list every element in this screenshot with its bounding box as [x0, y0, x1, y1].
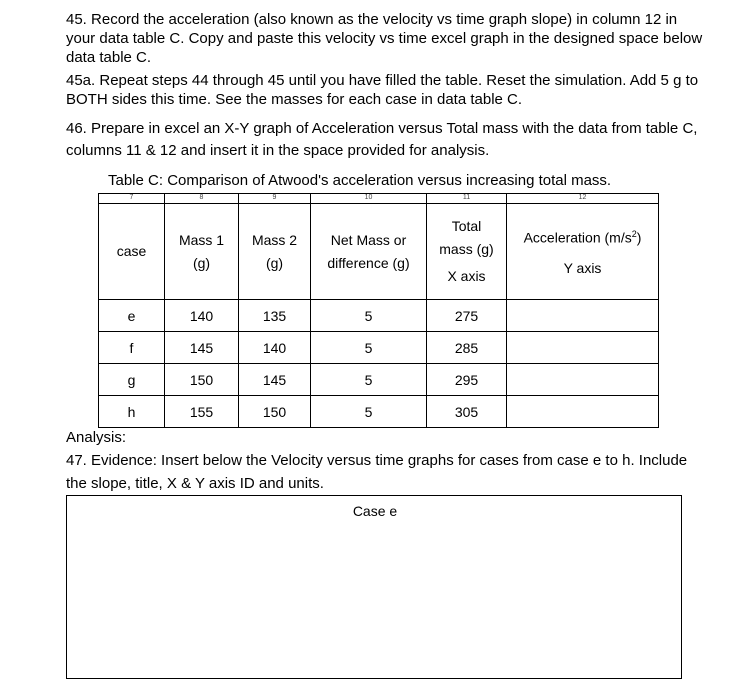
cell-total: 275: [427, 300, 507, 332]
cell-acceleration[interactable]: [507, 364, 659, 396]
column-number: 9: [239, 194, 311, 204]
cell-total: 305: [427, 396, 507, 428]
cell-mass1: 140: [165, 300, 239, 332]
header-acceleration: Acceleration $(m/s^2)$ Y axis: [507, 204, 659, 300]
cell-acceleration[interactable]: [507, 396, 659, 428]
cell-case: g: [99, 364, 165, 396]
header-case: case: [99, 204, 165, 300]
cell-total: 295: [427, 364, 507, 396]
cell-mass2: 140: [239, 332, 311, 364]
table-row: [99, 396, 659, 428]
instruction-step-45a: 45a. Repeat steps 44 through 45 until you have filled the table. Reset the simulation. Add 5 g to BOTH sides this time. See the masses for each case in data table C.: [66, 72, 699, 108]
table-row: [99, 332, 659, 364]
column-number: 10: [311, 194, 427, 204]
cell-case: e: [99, 300, 165, 332]
column-number: 7: [99, 194, 165, 204]
data-table-c: [98, 193, 659, 428]
cell-mass1: 150: [165, 364, 239, 396]
cell-mass1: 155: [165, 396, 239, 428]
instruction-step-47: 47. Evidence: Insert below the Velocity versus time graphs for cases from case e to h. Include the slope, title, X & Y axis ID and units.: [66, 452, 688, 492]
cell-mass2: 135: [239, 300, 311, 332]
cell-acceleration[interactable]: [507, 300, 659, 332]
graph-box-label: Case e: [352, 503, 398, 519]
table-row: [99, 364, 659, 396]
cell-net: 5: [311, 332, 427, 364]
column-number: 12: [507, 194, 659, 204]
graph-insert-box[interactable]: [66, 495, 682, 679]
header-mass1: Mass 1 (g): [165, 204, 239, 300]
cell-net: 5: [311, 396, 427, 428]
cell-net: 5: [311, 300, 427, 332]
cell-case: f: [99, 332, 165, 364]
instruction-step-46: 46. Prepare in excel an X-Y graph of Acceleration versus Total mass with the data from table C, columns 11 & 12 and insert it in the space provided for analysis.: [66, 120, 698, 159]
instruction-step-45: 45. Record the acceleration (also known as the velocity vs time graph slope) in column 12 in your data table C. Copy and paste this velocity vs time excel graph in the designed space below data table C.: [66, 11, 703, 66]
table-title: Table C: Comparison of Atwood's acceleration versus increasing total mass.: [108, 172, 612, 189]
cell-acceleration[interactable]: [507, 332, 659, 364]
cell-mass2: 150: [239, 396, 311, 428]
cell-total: 285: [427, 332, 507, 364]
column-number: 8: [165, 194, 239, 204]
column-number: 11: [427, 194, 507, 204]
analysis-heading: Analysis:: [66, 429, 127, 446]
header-mass2: Mass 2 (g): [239, 204, 311, 300]
header-row: [99, 204, 659, 300]
cell-mass2: 145: [239, 364, 311, 396]
cell-mass1: 145: [165, 332, 239, 364]
header-total-mass: Total mass (g) X axis: [427, 204, 507, 300]
cell-net: 5: [311, 364, 427, 396]
table-row: [99, 300, 659, 332]
header-net-mass: Net Mass or difference (g): [311, 204, 427, 300]
cell-case: h: [99, 396, 165, 428]
column-number-row: [99, 194, 659, 204]
